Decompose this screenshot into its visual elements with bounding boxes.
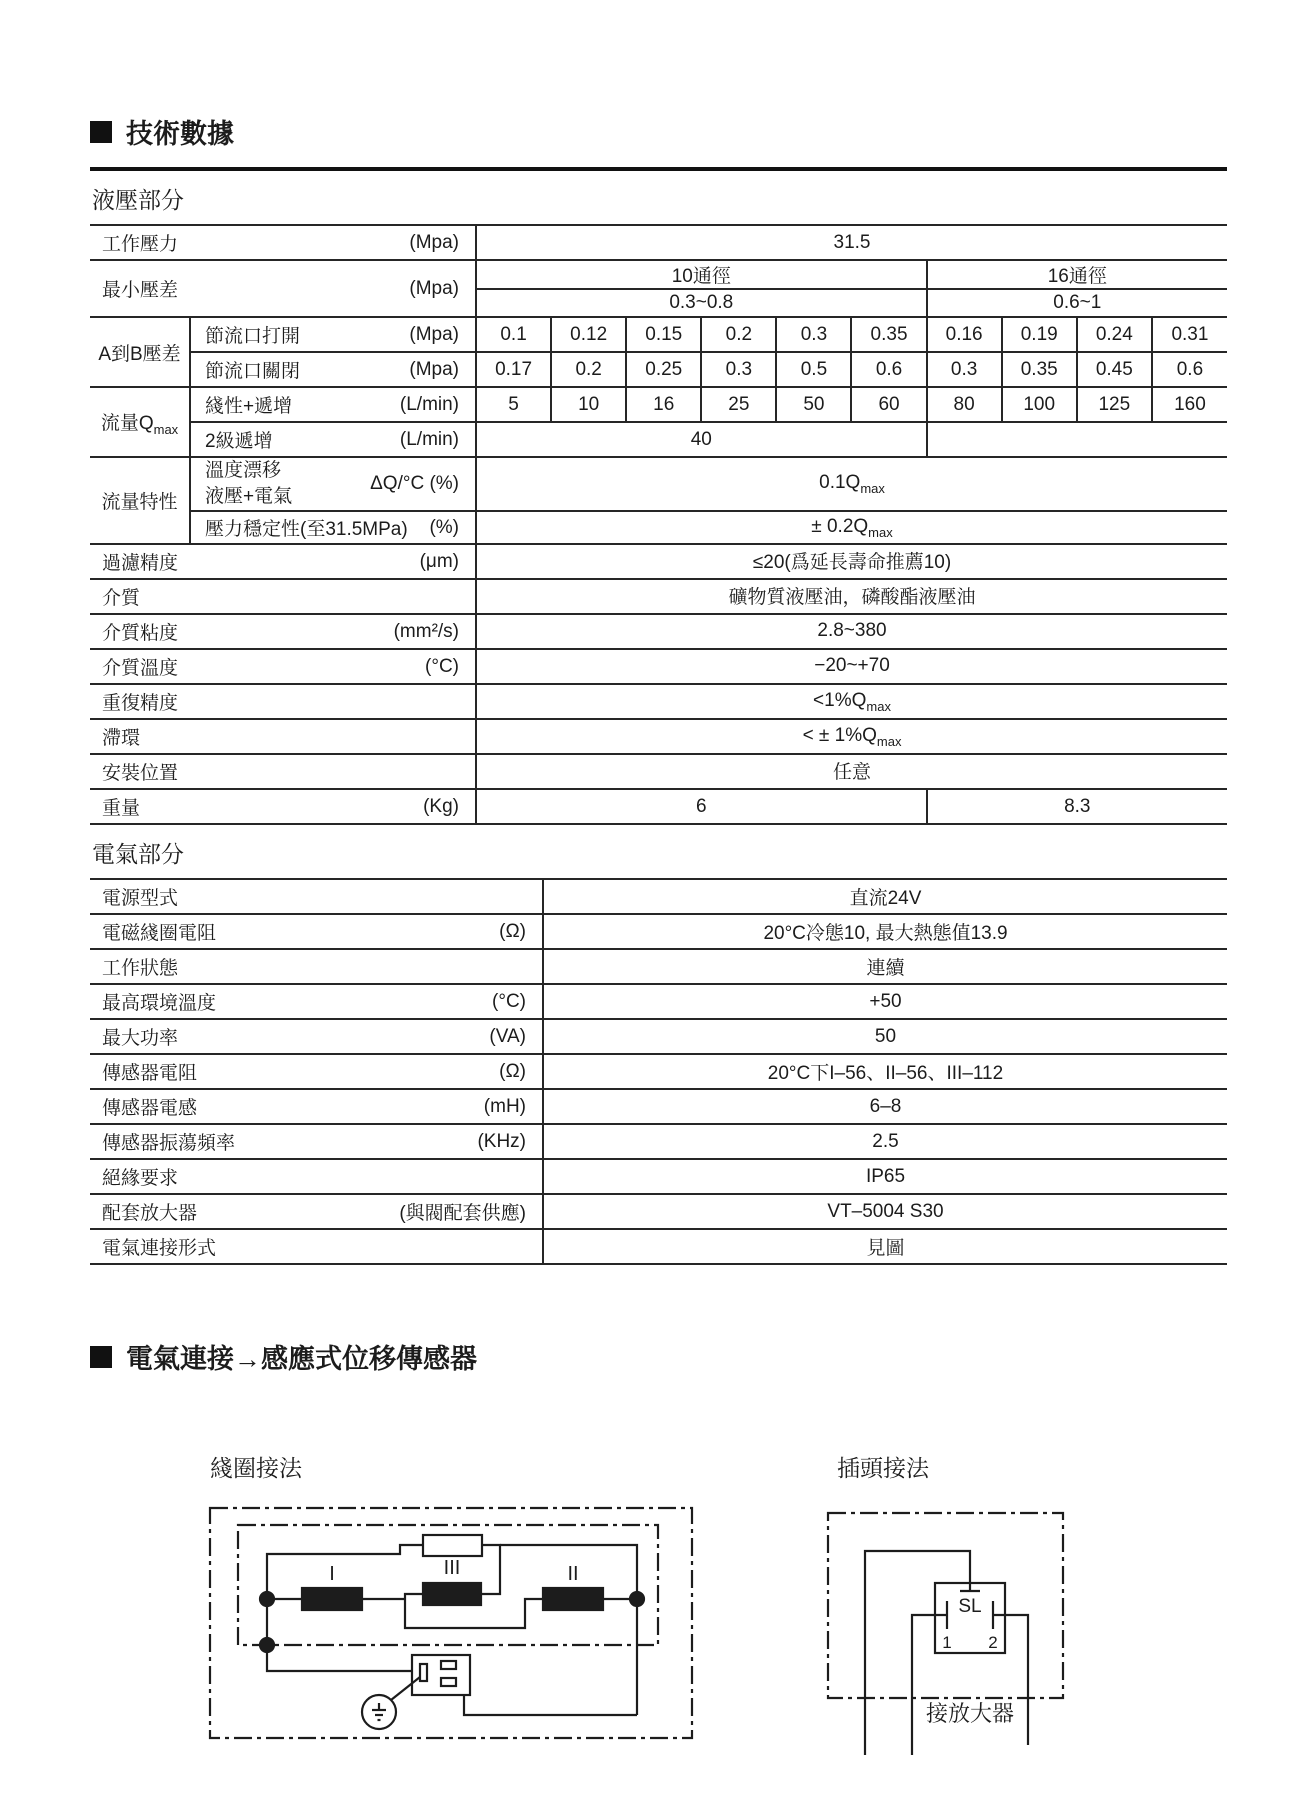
row-temp-drift [90, 457, 1227, 511]
cell: 0.6 [851, 352, 926, 387]
cell: 0.3 [701, 352, 776, 387]
sl-label: SL [958, 1596, 982, 1617]
row-flow-two-stage [90, 422, 1227, 457]
row-medium-temp: 介質溫度 (°C) −20~+70 [90, 649, 1227, 684]
cell: 0.3 [776, 317, 851, 352]
cell: 0.1 [476, 317, 551, 352]
row-filter: 過濾精度 (μm) ≤20(爲延長壽命推薦10) [90, 544, 1227, 579]
row-weight: 重量 (Kg) 6 8.3 [90, 789, 1227, 824]
cell: 5 [476, 387, 551, 422]
row-insulation: 絕緣要求 IP65 [90, 1159, 1227, 1194]
cell: 0.35 [1002, 352, 1077, 387]
cell: 60 [851, 387, 926, 422]
flow-char-label: 流量特性 [90, 457, 190, 544]
flow-two-stage-label: 2級遞增 (L/min) [190, 422, 476, 457]
cell: 0.17 [476, 352, 551, 387]
row-flow-linear [90, 387, 1227, 422]
wire [464, 1695, 637, 1715]
amplifier-note: 接放大器 [925, 1701, 1015, 1726]
cell: 0.3 [927, 352, 1002, 387]
cell: 0.35 [851, 317, 926, 352]
cell: 160 [1152, 387, 1227, 422]
coil-diagram-title: 綫圈接法 [210, 1455, 302, 1481]
cell: 16 [626, 387, 701, 422]
row-amplifier: 配套放大器 (與閥配套供應) VT–5004 S30 [90, 1194, 1227, 1229]
junction-dot [630, 1592, 644, 1606]
working-pressure-value: 31.5 [476, 225, 1227, 260]
pin1-label: 1 [942, 1633, 952, 1652]
hydraulic-section-title: 液壓部分 [92, 187, 184, 213]
plug-connection-diagram [710, 1450, 1100, 1818]
junction-dot [260, 1592, 274, 1606]
range10-value: 0.3~0.8 [476, 289, 927, 317]
cell: 0.6 [1152, 352, 1227, 387]
cell: 0.2 [551, 352, 626, 387]
range16-value: 0.6~1 [927, 289, 1227, 317]
cell: 0.24 [1077, 317, 1152, 352]
row-mounting: 安裝位置 任意 [90, 754, 1227, 789]
cell: 125 [1077, 387, 1152, 422]
page-title [90, 112, 1227, 171]
resistor [423, 1535, 482, 1556]
coil-iii-label: III [443, 1557, 461, 1579]
weight-16: 8.3 [927, 789, 1227, 824]
row-coil-resistance: 電磁綫圈電阻 (Ω) 20°C冷態10, 最大熱態值13.9 [90, 914, 1227, 949]
row-repeat-accuracy: 重復精度 $<1\%Q_{max}$ [90, 684, 1227, 719]
weight-10: 6 [476, 789, 927, 824]
page-title-text: 技術數據 [126, 119, 234, 149]
row-sensor-inductance: 傳感器電感 (mH) 6–8 [90, 1089, 1227, 1124]
row-hysteresis: 滯環 < ± $1\%Q_{max}$ [90, 719, 1227, 754]
coil-i-label: I [329, 1563, 335, 1585]
cell: 10 [551, 387, 626, 422]
wire [481, 1545, 500, 1594]
junction-dot [260, 1638, 274, 1652]
cell: 0.16 [927, 317, 1002, 352]
coil-circuit-svg [180, 1493, 710, 1763]
flow-qmax-label: 流量$Q_{max}$ [90, 387, 190, 457]
cell: 100 [1002, 387, 1077, 422]
min-pressure-label: 最小壓差 (Mpa) [90, 260, 476, 317]
row-duty: 工作狀態 連續 [90, 949, 1227, 984]
connection-heading [90, 1337, 1227, 1376]
wire [405, 1594, 423, 1599]
black-square-icon [90, 1346, 112, 1368]
stability-value: ± $0.2Q_{max}$ [476, 511, 1227, 544]
diagrams-area [90, 1450, 1227, 1818]
cell: 0.12 [551, 317, 626, 352]
row-working-pressure [90, 225, 1227, 260]
row-connection-type: 電氣連接形式 見圖 [90, 1229, 1227, 1264]
ground-icon [362, 1695, 396, 1729]
cell: 0.19 [1002, 317, 1077, 352]
row-viscosity: 介質粘度 (mm²/s) 2.8~380 [90, 614, 1227, 649]
plug-diagram-title: 插頭接法 [837, 1455, 929, 1481]
cell: 0.31 [1152, 317, 1227, 352]
temp-drift-value: $0.1Q_{max}$ [476, 457, 1227, 511]
coil-ii [543, 1588, 603, 1610]
connection-heading-text: 電氣連接→感應式位移傳感器 [126, 1344, 477, 1374]
row-max-ambient-temp: 最高環境溫度 (°C) +50 [90, 984, 1227, 1019]
cell: 0.45 [1077, 352, 1152, 387]
plug-circuit-svg [710, 1493, 1070, 1813]
row-max-power: 最大功率 (VA) 50 [90, 1019, 1227, 1054]
working-pressure-label: 工作壓力 (Mpa) [90, 225, 476, 260]
electric-table [90, 878, 1227, 1265]
coil-ii-label: II [567, 1563, 579, 1585]
cell: 80 [927, 387, 1002, 422]
size10-header: 10通徑 [476, 260, 927, 289]
temp-drift-label: 溫度漂移 液壓+電氣 ΔQ/°C (%) [190, 457, 476, 511]
stability-label: 壓力穩定性(至31.5MPa) (%) [190, 511, 476, 544]
flow-two-stage-empty [927, 422, 1227, 457]
coil-connection-diagram [180, 1450, 710, 1818]
row-medium: 介質 礦物質液壓油，磷酸酯液壓油 [90, 579, 1227, 614]
cell: 0.2 [701, 317, 776, 352]
throttle-close-label: 節流口關閉 (Mpa) [190, 352, 476, 387]
flow-two-stage-value: 40 [476, 422, 927, 457]
black-square-icon [90, 121, 112, 143]
ab-pressure-label: A到B壓差 [90, 317, 190, 387]
row-throttle-open [90, 317, 1227, 352]
cell: 25 [701, 387, 776, 422]
cell: 50 [776, 387, 851, 422]
flow-linear-label: 綫性+遞增 (L/min) [190, 387, 476, 422]
pin2-label: 2 [988, 1633, 998, 1652]
throttle-open-label: 節流口打開 (Mpa) [190, 317, 476, 352]
cell: 0.5 [776, 352, 851, 387]
row-power-type: 電源型式 直流24V [90, 879, 1227, 914]
row-min-pressure-size [90, 260, 1227, 289]
coil-iii [423, 1583, 481, 1605]
row-pressure-stability [90, 511, 1227, 544]
coil-i [302, 1588, 362, 1610]
wire [267, 1645, 412, 1671]
row-sensor-frequency: 傳感器振蕩頻率 (KHz) 2.5 [90, 1124, 1227, 1159]
row-throttle-close [90, 352, 1227, 387]
hydraulic-table [90, 224, 1227, 825]
row-sensor-resistance: 傳感器電阻 (Ω) 20°C下I–56、II–56、III–112 [90, 1054, 1227, 1089]
electric-section-title: 電氣部分 [92, 841, 184, 867]
cell: 0.15 [626, 317, 701, 352]
size16-header: 16通徑 [927, 260, 1227, 289]
cell: 0.25 [626, 352, 701, 387]
